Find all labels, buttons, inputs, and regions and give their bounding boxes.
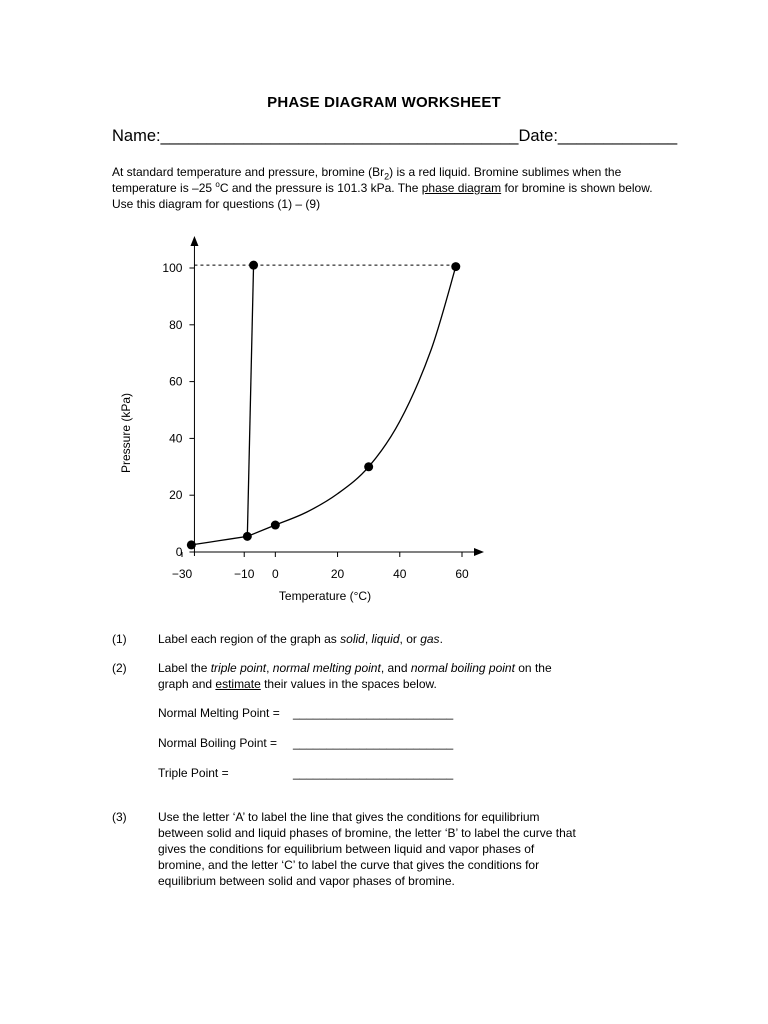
question-text: Use the letter ‘A’ to label the line that gives the conditions for equilibrium between solid and liquid phases of bromine, the letter ‘B’ to label the curve that gives the conditions for equilibrium between liquid and vapor phases of bromine, and the letter ‘C’ to label the curve that gives the conditions for equilibrium between solid and vapor phases of bromine.	[158, 810, 576, 888]
question-number: (1)	[112, 632, 127, 646]
chart-points	[187, 261, 460, 550]
intro-text-3: C and the pressure is 101.3 kPa. The	[219, 181, 422, 195]
x-tick-label: −30	[171, 567, 193, 581]
q2-sep-2: , and	[380, 661, 411, 675]
data-point	[364, 462, 373, 471]
y-tick-label: 100	[162, 261, 183, 275]
answer-label: Triple Point =	[158, 766, 229, 780]
x-axis-arrow	[474, 548, 484, 556]
answer-normal-boiling-point	[158, 736, 454, 750]
q2-text-pre: Label the	[158, 661, 211, 675]
degree-mark: o	[215, 180, 220, 189]
answer-label: Normal Boiling Point =	[158, 736, 278, 750]
phase-diagram-link[interactable]: phase diagram	[421, 181, 502, 195]
x-tick-label: 0	[271, 567, 279, 581]
intro-text-2: ) is a red liquid. Bromine sublimes when the temperature is –25	[112, 165, 622, 195]
answer-triple-point	[158, 766, 454, 780]
y-tick-label: 0	[175, 545, 183, 559]
q1-sep-2: , or	[399, 632, 421, 646]
data-point	[451, 262, 460, 271]
sublimation-curve	[191, 536, 247, 545]
q1-text-pre: Label each region of the graph as	[158, 632, 341, 646]
answer-blank[interactable]: ________________________	[293, 706, 454, 720]
data-point	[249, 261, 258, 270]
answer-normal-melting-point	[158, 706, 454, 720]
q2-triple-point: triple point	[210, 661, 267, 675]
q1-liquid: liquid	[371, 632, 400, 646]
q1-gas: gas	[420, 632, 440, 646]
vaporization-curve	[247, 267, 455, 537]
x-axis-label: Temperature (°C)	[278, 589, 372, 603]
y-axis-label: Pressure (kPa)	[119, 392, 133, 474]
data-point	[243, 532, 252, 541]
y-tick-label: 20	[169, 488, 183, 503]
worksheet-title: PHASE DIAGRAM WORKSHEET	[267, 94, 501, 111]
y-tick-label: 40	[169, 431, 183, 446]
answer-blank[interactable]: ________________________	[293, 766, 454, 780]
x-tick-label: 20	[330, 567, 345, 581]
q1-text-post: .	[439, 632, 443, 646]
q2-text-post: their values in the spaces below.	[260, 677, 437, 691]
y-tick-label: 80	[169, 317, 183, 332]
x-tick-label: 60	[455, 567, 469, 581]
phase-diagram-chart	[112, 228, 512, 608]
question-number: (2)	[112, 661, 127, 675]
data-point	[271, 521, 280, 530]
data-point	[187, 540, 196, 549]
q1-solid: solid	[340, 632, 365, 646]
chart-axes	[162, 236, 484, 581]
subscript-2: 2	[384, 171, 390, 182]
q2-estimate: estimate	[215, 677, 261, 691]
name-date-line: Name:_______________________________________Date:_____________	[112, 127, 678, 145]
q2-text-mid: on the graph and	[158, 661, 552, 691]
y-tick-label: 60	[169, 374, 183, 389]
chart-curves	[191, 265, 455, 545]
intro-text-1: At standard temperature and pressure, bromine (Br	[112, 165, 385, 179]
question-text	[158, 631, 618, 647]
intro-text-4: for bromine is shown below. Use this diagram for questions (1) – (9)	[112, 181, 653, 211]
question-text	[158, 660, 578, 692]
x-tick-label: −10	[234, 567, 255, 581]
answer-blank[interactable]: ________________________	[293, 736, 454, 750]
x-tick-label: 40	[393, 567, 407, 581]
question-number: (3)	[112, 810, 127, 824]
y-axis-arrow	[190, 236, 198, 246]
intro-paragraph	[112, 164, 672, 212]
answer-label: Normal Melting Point =	[158, 706, 280, 720]
q2-sep-1: ,	[266, 661, 273, 675]
melting-line	[247, 265, 253, 536]
q1-sep-1: ,	[364, 632, 372, 646]
q2-normal-boiling-point: normal boiling point	[410, 661, 515, 675]
q2-normal-melting-point: normal melting point	[272, 661, 381, 675]
